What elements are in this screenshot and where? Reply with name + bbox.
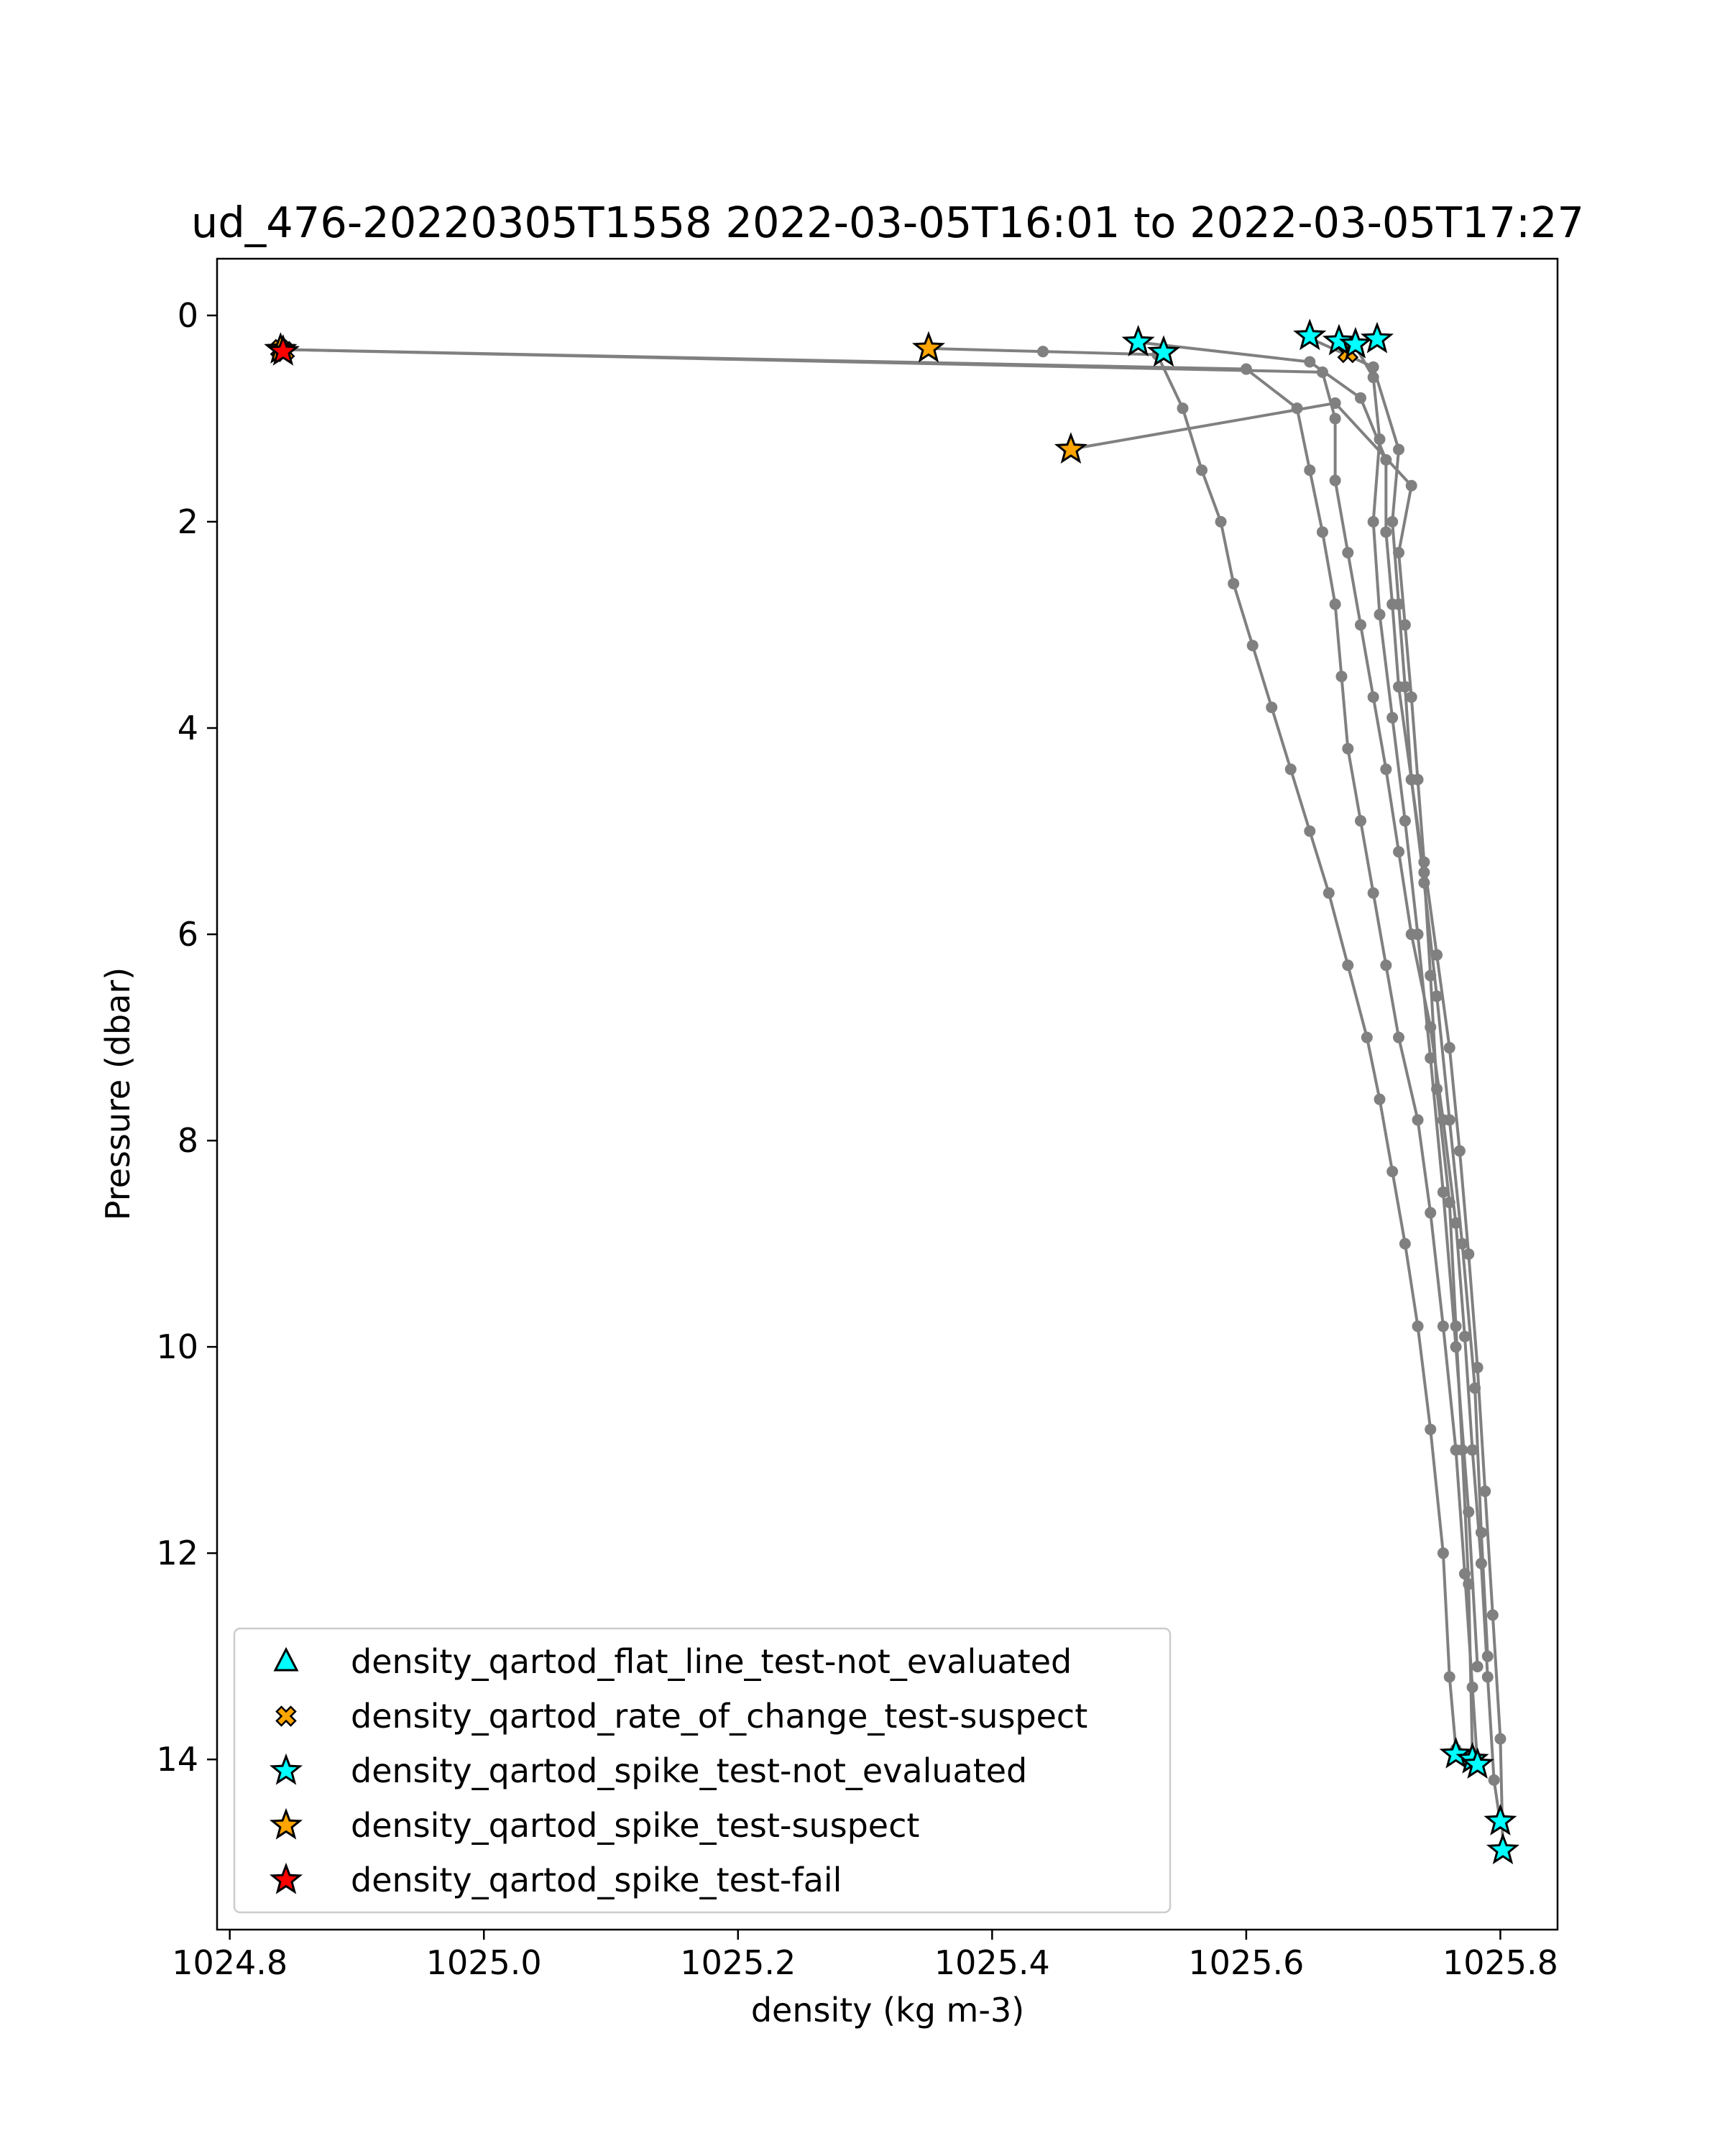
legend-label: density_qartod_spike_test-suspect: [351, 1806, 920, 1845]
data-point: [1418, 877, 1430, 888]
legend-entry: [272, 1806, 919, 1845]
data-point: [1476, 1526, 1487, 1538]
data-point: [1425, 1207, 1436, 1219]
data-point: [1444, 1042, 1455, 1054]
data-point: [1330, 397, 1341, 409]
data-point: [1393, 1032, 1404, 1044]
data-point: [1330, 599, 1341, 610]
y-tick-label: 4: [177, 709, 198, 748]
data-point: [1444, 1114, 1455, 1125]
data-point: [1386, 1166, 1398, 1177]
data-point: [1196, 464, 1208, 476]
x-tick-label: 1025.6: [1188, 1943, 1305, 1982]
data-point: [1412, 1114, 1424, 1125]
data-point: [1431, 990, 1443, 1002]
data-point: [1355, 392, 1366, 404]
data-point: [1393, 846, 1404, 857]
data-point: [1266, 701, 1277, 713]
y-tick-label: 2: [177, 502, 198, 541]
data-point: [1323, 888, 1335, 899]
x-tick-label: 1024.8: [172, 1943, 288, 1982]
data-point: [1342, 959, 1353, 971]
data-point: [1444, 1671, 1455, 1682]
data-point: [1361, 1032, 1373, 1044]
data-point: [1380, 763, 1392, 775]
data-point: [1380, 526, 1392, 538]
data-point: [1393, 444, 1404, 456]
legend-label: density_qartod_spike_test-not_evaluated: [351, 1751, 1028, 1790]
legend-entry: [275, 1642, 1072, 1681]
data-point: [1355, 815, 1366, 826]
data-point: [1342, 743, 1353, 755]
legend-entry: [272, 1751, 1027, 1790]
y-tick-label: 0: [177, 295, 198, 335]
data-point: [1304, 826, 1315, 837]
data-point: [1406, 774, 1417, 786]
data-point: [1285, 763, 1297, 775]
data-point: [1037, 346, 1049, 357]
data-point: [1438, 1187, 1449, 1198]
legend-entry: [277, 1697, 1087, 1736]
data-point: [1456, 1238, 1468, 1250]
x-tick-label: 1025.4: [934, 1943, 1050, 1982]
data-point: [1487, 1609, 1499, 1621]
x-tick-label: 1025.0: [426, 1943, 542, 1982]
y-axis-label: Pressure (dbar): [98, 967, 137, 1221]
data-point: [1425, 1052, 1436, 1064]
data-point: [1304, 356, 1315, 368]
data-point: [1386, 516, 1398, 528]
x-tick-label: 1025.8: [1442, 1943, 1558, 1982]
data-point: [1438, 1547, 1449, 1559]
data-point: [1406, 480, 1417, 492]
data-point: [1380, 959, 1392, 971]
data-point: [1335, 671, 1347, 682]
data-point: [1412, 929, 1424, 940]
y-tick-label: 12: [156, 1534, 198, 1573]
data-point: [1425, 1424, 1436, 1435]
legend-label: density_qartod_flat_line_test-not_evaluated: [351, 1642, 1072, 1681]
data-point: [1412, 1320, 1424, 1332]
data-point: [1215, 516, 1227, 528]
data-point: [1330, 413, 1341, 424]
data-point: [1399, 681, 1411, 693]
data-point: [1368, 372, 1379, 383]
data-point: [1380, 454, 1392, 466]
data-point: [1228, 578, 1239, 589]
y-tick-label: 8: [177, 1121, 198, 1161]
data-point: [1393, 599, 1404, 610]
y-tick-label: 10: [156, 1327, 198, 1367]
chart-title: ud_476-20220305T1558 2022-03-05T16:01 to 2022-03-05T17:27: [190, 198, 1585, 247]
data-point: [1482, 1671, 1494, 1682]
data-point: [1247, 640, 1259, 651]
data-point: [1463, 1506, 1474, 1518]
data-point: [1317, 526, 1328, 538]
data-point: [1399, 815, 1411, 826]
data-point: [1386, 712, 1398, 724]
y-tick-label: 14: [156, 1740, 198, 1779]
legend-entry: [272, 1861, 842, 1899]
y-tick-label: 6: [177, 915, 198, 954]
data-point: [1482, 1651, 1494, 1662]
data-point: [1494, 1733, 1506, 1744]
x-tick-label: 1025.2: [680, 1943, 796, 1982]
data-point: [1342, 547, 1353, 558]
data-point: [1177, 402, 1189, 414]
data-point: [1368, 691, 1379, 703]
data-point: [1330, 475, 1341, 487]
data-point: [1355, 619, 1366, 630]
data-point: [1489, 1774, 1500, 1786]
data-point: [1469, 1383, 1481, 1394]
data-point: [1450, 1341, 1462, 1353]
legend-label: density_qartod_spike_test-fail: [351, 1861, 842, 1899]
data-point: [1454, 1145, 1466, 1156]
data-point: [1374, 1094, 1386, 1105]
data-point: [1399, 1238, 1411, 1250]
legend: [234, 1628, 1170, 1912]
data-point: [1374, 433, 1386, 445]
x-axis-label: density (kg m-3): [750, 1991, 1025, 2030]
data-point: [1368, 888, 1379, 899]
data-point: [1472, 1661, 1484, 1672]
data-point: [1374, 609, 1386, 620]
data-point: [1438, 1320, 1449, 1332]
legend-label: density_qartod_rate_of_change_test-suspect: [351, 1697, 1088, 1736]
data-point: [1304, 464, 1315, 476]
data-point: [1368, 516, 1379, 528]
